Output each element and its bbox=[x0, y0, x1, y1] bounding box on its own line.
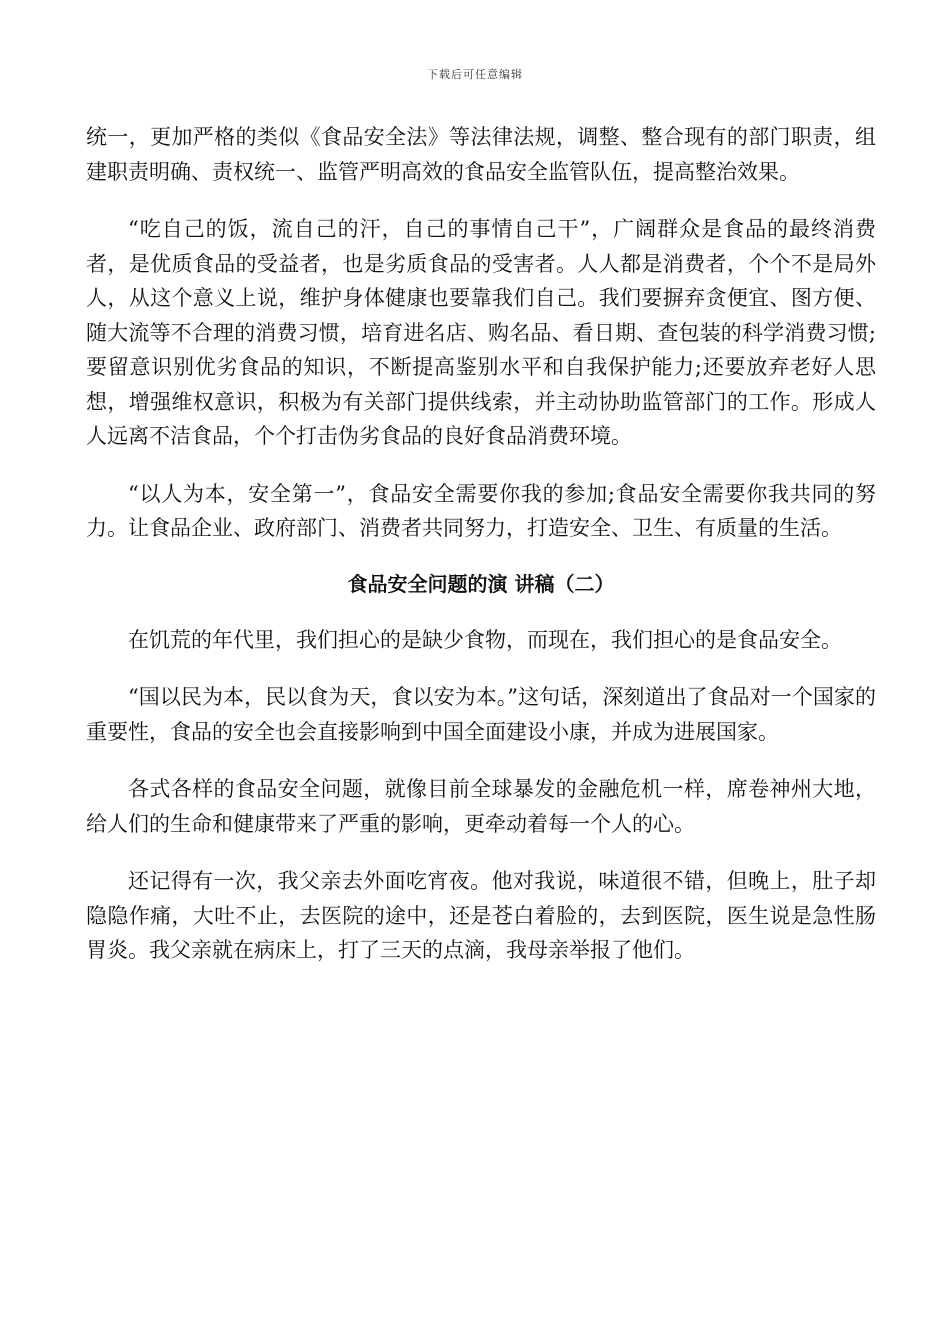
section-title: 食品安全问题的演 讲稿（二） bbox=[347, 571, 615, 596]
paragraph-5: “国以民为本，民以食为天，食以安为本。”这句话，深刻道出了食品对一个国家的重要性，食品的安全也会直接影响到中国全面建设小康，并成为进展国家。 bbox=[86, 685, 876, 744]
paragraph-1: 统一，更加严格的类似《食品安全法》等法律法规，调整、整合现有的部门职责，组建职责明确、责权统一、监管严明高效的食品安全监管队伍，提高整治效果。 bbox=[86, 125, 876, 184]
page-header-note: 下载后可任意编辑 bbox=[427, 68, 523, 81]
document-body bbox=[86, 120, 876, 991]
paragraph-7: 还记得有一次，我父亲去外面吃宵夜。他对我说，味道很不错，但晚上，肚子却隐隐作痛，大吐不止，去医院的途中，还是苍白着脸的，去到医院，医生说是急性肠胃炎。我父亲就在病床上，打了三天的点滴，我母亲举报了他们。 bbox=[86, 869, 876, 962]
paragraph-2: “吃自己的饭，流自己的汗，自己的事情自己干”，广阔群众是食品的最终消费者，是优质食品的受益者，也是劣质食品的受害者。人人都是消费者，个个不是局外人，从这个意义上说，维护身体健康也要靠我们自己。我们要摒弃贪便宜、图方便、随大流等不合理的消费习惯，培育进名店、购名品、看日期、查包装的科学消费习惯;要留意识别优劣食品的知识，不断提高鉴别水平和自我保护能力;还要放弃老好人思想，增强维权意识，积极为有关部门提供线索，并主动协助监管部门的工作。形成人人远离不洁食品，个个打击伪劣食品的良好食品消费环境。 bbox=[86, 217, 876, 448]
paragraph-3: “以人为本，安全第一”，食品安全需要你我的参加;食品安全需要你我共同的努力。让食品企业、政府部门、消费者共同努力，打造安全、卫生、有质量的生活。 bbox=[86, 481, 876, 540]
paragraph-6: 各式各样的食品安全问题，就像目前全球暴发的金融危机一样，席卷神州大地，给人们的生命和健康带来了严重的影响，更牵动着每一个人的心。 bbox=[86, 777, 876, 836]
paragraph-4: 在饥荒的年代里，我们担心的是缺少食物，而现在，我们担心的是食品安全。 bbox=[128, 627, 842, 652]
